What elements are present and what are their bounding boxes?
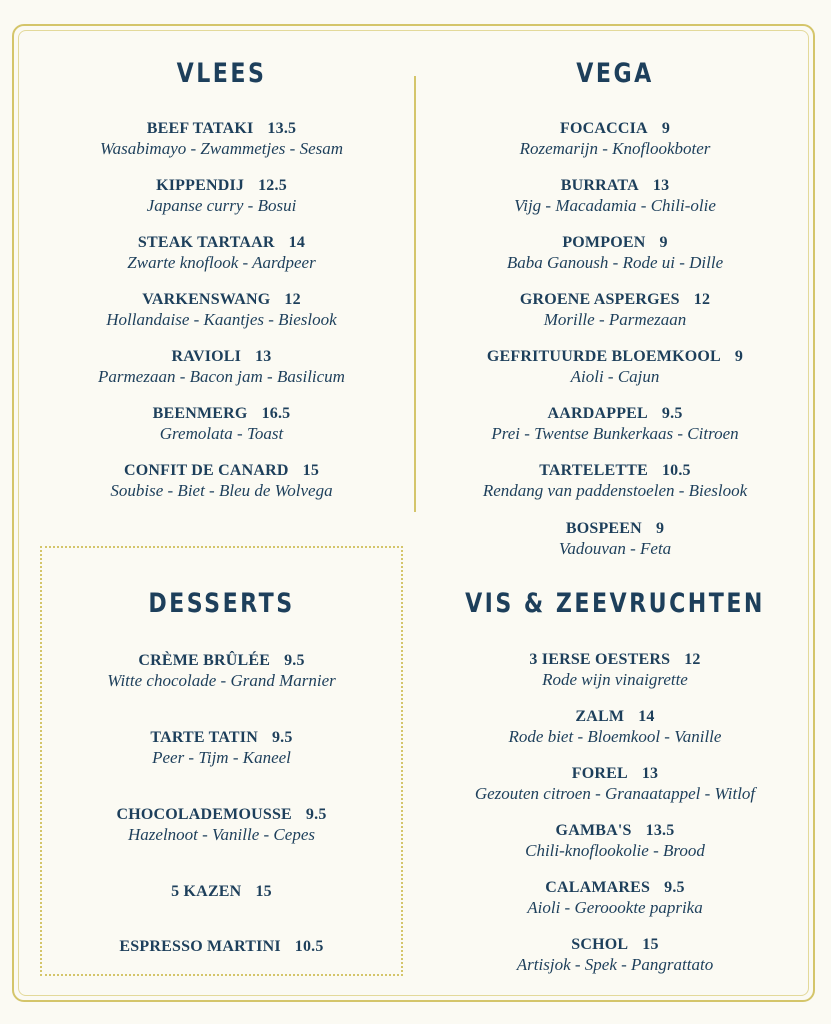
menu-item xyxy=(426,878,804,918)
menu-item xyxy=(426,821,804,861)
item-price: 15 xyxy=(255,883,272,900)
item-name: KIPPENDIJ 12.5 xyxy=(156,177,287,194)
menu-item xyxy=(40,805,403,845)
item-description: Rode biet - Bloemkool - Vanille xyxy=(508,727,722,746)
menu-item xyxy=(40,290,403,330)
item-description: Rozemarijn - Knoflookboter xyxy=(519,139,711,158)
item-price: 9.5 xyxy=(271,729,293,746)
menu-item xyxy=(40,461,403,501)
item-price: 9 xyxy=(734,348,744,365)
item-description: Gezouten citroen - Granaatappel - Witlof xyxy=(474,784,756,803)
menu-item xyxy=(426,650,804,690)
item-price: 9.5 xyxy=(305,806,327,823)
item-name: ESPRESSO MARTINI 10.5 xyxy=(119,938,324,955)
item-price: 9 xyxy=(661,120,671,137)
item-price: 12 xyxy=(693,291,711,308)
menu-item xyxy=(40,119,403,159)
item-price: 13 xyxy=(641,765,659,782)
menu-item xyxy=(426,519,804,559)
item-description: Rode wijn vinaigrette xyxy=(542,670,688,689)
item-description: Zwarte knoflook - Aardpeer xyxy=(127,253,316,272)
item-name: CONFIT DE CANARD 15 xyxy=(123,462,320,479)
item-description: Gremolata - Toast xyxy=(159,424,284,443)
item-name: GAMBA'S 13.5 xyxy=(555,822,675,839)
column-divider xyxy=(414,76,416,512)
section-title-vlees: VLEES xyxy=(176,58,267,89)
item-name: GROENE ASPERGES 12 xyxy=(519,291,711,308)
item-description: Morille - Parmezaan xyxy=(543,310,687,329)
menu-item xyxy=(426,233,804,273)
item-name: SCHOL 15 xyxy=(571,936,659,953)
menu-item xyxy=(426,176,804,216)
item-name: FOREL 13 xyxy=(571,765,659,782)
item-description: Hazelnoot - Vanille - Cepes xyxy=(128,825,315,844)
item-description: Artisjok - Spek - Pangrattato xyxy=(516,955,714,974)
item-description: Parmezaan - Bacon jam - Basilicum xyxy=(98,367,345,386)
item-name: RAVIOLI 13 xyxy=(171,348,272,365)
item-name: ZALM 14 xyxy=(575,708,655,725)
menu-item xyxy=(40,347,403,387)
item-description: Hollandaise - Kaantjes - Bieslook xyxy=(106,310,337,329)
item-description: Aioli - Cajun xyxy=(570,367,660,386)
item-name: BURRATA 13 xyxy=(560,177,670,194)
item-name: 3 IERSE OESTERS 12 xyxy=(529,651,701,668)
item-price: 10.5 xyxy=(661,462,691,479)
item-price: 9 xyxy=(655,520,665,537)
item-name: TARTE TATIN 9.5 xyxy=(150,729,293,746)
item-name: CRÈME BRÛLÉE 9.5 xyxy=(138,652,305,669)
menu-item xyxy=(40,882,403,902)
menu-item xyxy=(426,347,804,387)
item-description: Soubise - Biet - Bleu de Wolvega xyxy=(110,481,333,500)
item-description: Aioli - Geroookte paprika xyxy=(527,898,703,917)
menu-item xyxy=(426,935,804,975)
item-price: 13 xyxy=(652,177,670,194)
menu-item xyxy=(40,651,403,691)
item-price: 14 xyxy=(288,234,306,251)
item-price: 12 xyxy=(284,291,301,308)
item-price: 13.5 xyxy=(267,120,297,137)
menu-item xyxy=(40,728,403,768)
item-price: 13 xyxy=(255,348,272,365)
menu-item xyxy=(40,937,403,957)
item-price: 16.5 xyxy=(261,405,291,422)
item-name: POMPOEN 9 xyxy=(562,234,668,251)
item-description: Japanse curry - Bosui xyxy=(146,196,297,215)
menu-item xyxy=(40,176,403,216)
section-title-desserts: DESSERTS xyxy=(148,588,295,619)
item-price: 9.5 xyxy=(284,652,305,669)
item-name: AARDAPPEL 9.5 xyxy=(547,405,683,422)
menu-item xyxy=(426,764,804,804)
item-price: 15 xyxy=(302,462,320,479)
item-price: 14 xyxy=(638,708,655,725)
menu-item xyxy=(426,404,804,444)
item-description: Chili-knoflookolie - Brood xyxy=(525,841,705,860)
item-name: STEAK TARTAAR 14 xyxy=(137,234,306,251)
item-price: 13.5 xyxy=(645,822,675,839)
item-name: FOCACCIA 9 xyxy=(559,120,671,137)
menu-item xyxy=(426,119,804,159)
item-price: 12.5 xyxy=(258,177,287,194)
menu-item xyxy=(426,707,804,747)
menu-item xyxy=(426,290,804,330)
item-price: 10.5 xyxy=(294,938,324,955)
item-description: Vadouvan - Feta xyxy=(558,539,672,558)
item-price: 9.5 xyxy=(664,879,685,896)
item-name: CHOCOLADEMOUSSE 9.5 xyxy=(116,806,327,823)
item-name: BEENMERG 16.5 xyxy=(152,405,291,422)
item-name: VARKENSWANG 12 xyxy=(142,291,301,308)
item-name: BOSPEEN 9 xyxy=(565,520,665,537)
menu-item xyxy=(40,404,403,444)
item-description: Prei - Twentse Bunkerkaas - Citroen xyxy=(491,424,739,443)
item-name: GEFRITUURDE BLOEMKOOL 9 xyxy=(486,348,744,365)
item-description: Peer - Tijm - Kaneel xyxy=(152,748,291,767)
item-description: Vijg - Macadamia - Chili-olie xyxy=(514,196,716,215)
menu-item xyxy=(426,461,804,501)
item-name: TARTELETTE 10.5 xyxy=(539,462,691,479)
item-price: 9 xyxy=(659,234,668,251)
item-name: BEEF TATAKI 13.5 xyxy=(146,120,297,137)
menu-item xyxy=(40,233,403,273)
item-name: 5 KAZEN 15 xyxy=(171,883,272,900)
section-title-vega: VEGA xyxy=(576,58,654,89)
item-price: 15 xyxy=(642,936,659,953)
item-description: Rendang van paddenstoelen - Bieslook xyxy=(482,481,748,500)
item-description: Baba Ganoush - Rode ui - Dille xyxy=(506,253,724,272)
item-price: 9.5 xyxy=(661,405,683,422)
item-description: Witte chocolade - Grand Marnier xyxy=(107,671,336,690)
item-price: 12 xyxy=(684,651,701,668)
item-description: Wasabimayo - Zwammetjes - Sesam xyxy=(99,139,344,158)
item-name: CALAMARES 9.5 xyxy=(545,879,685,896)
section-title-vis: VIS & ZEEVRUCHTEN xyxy=(465,588,765,619)
